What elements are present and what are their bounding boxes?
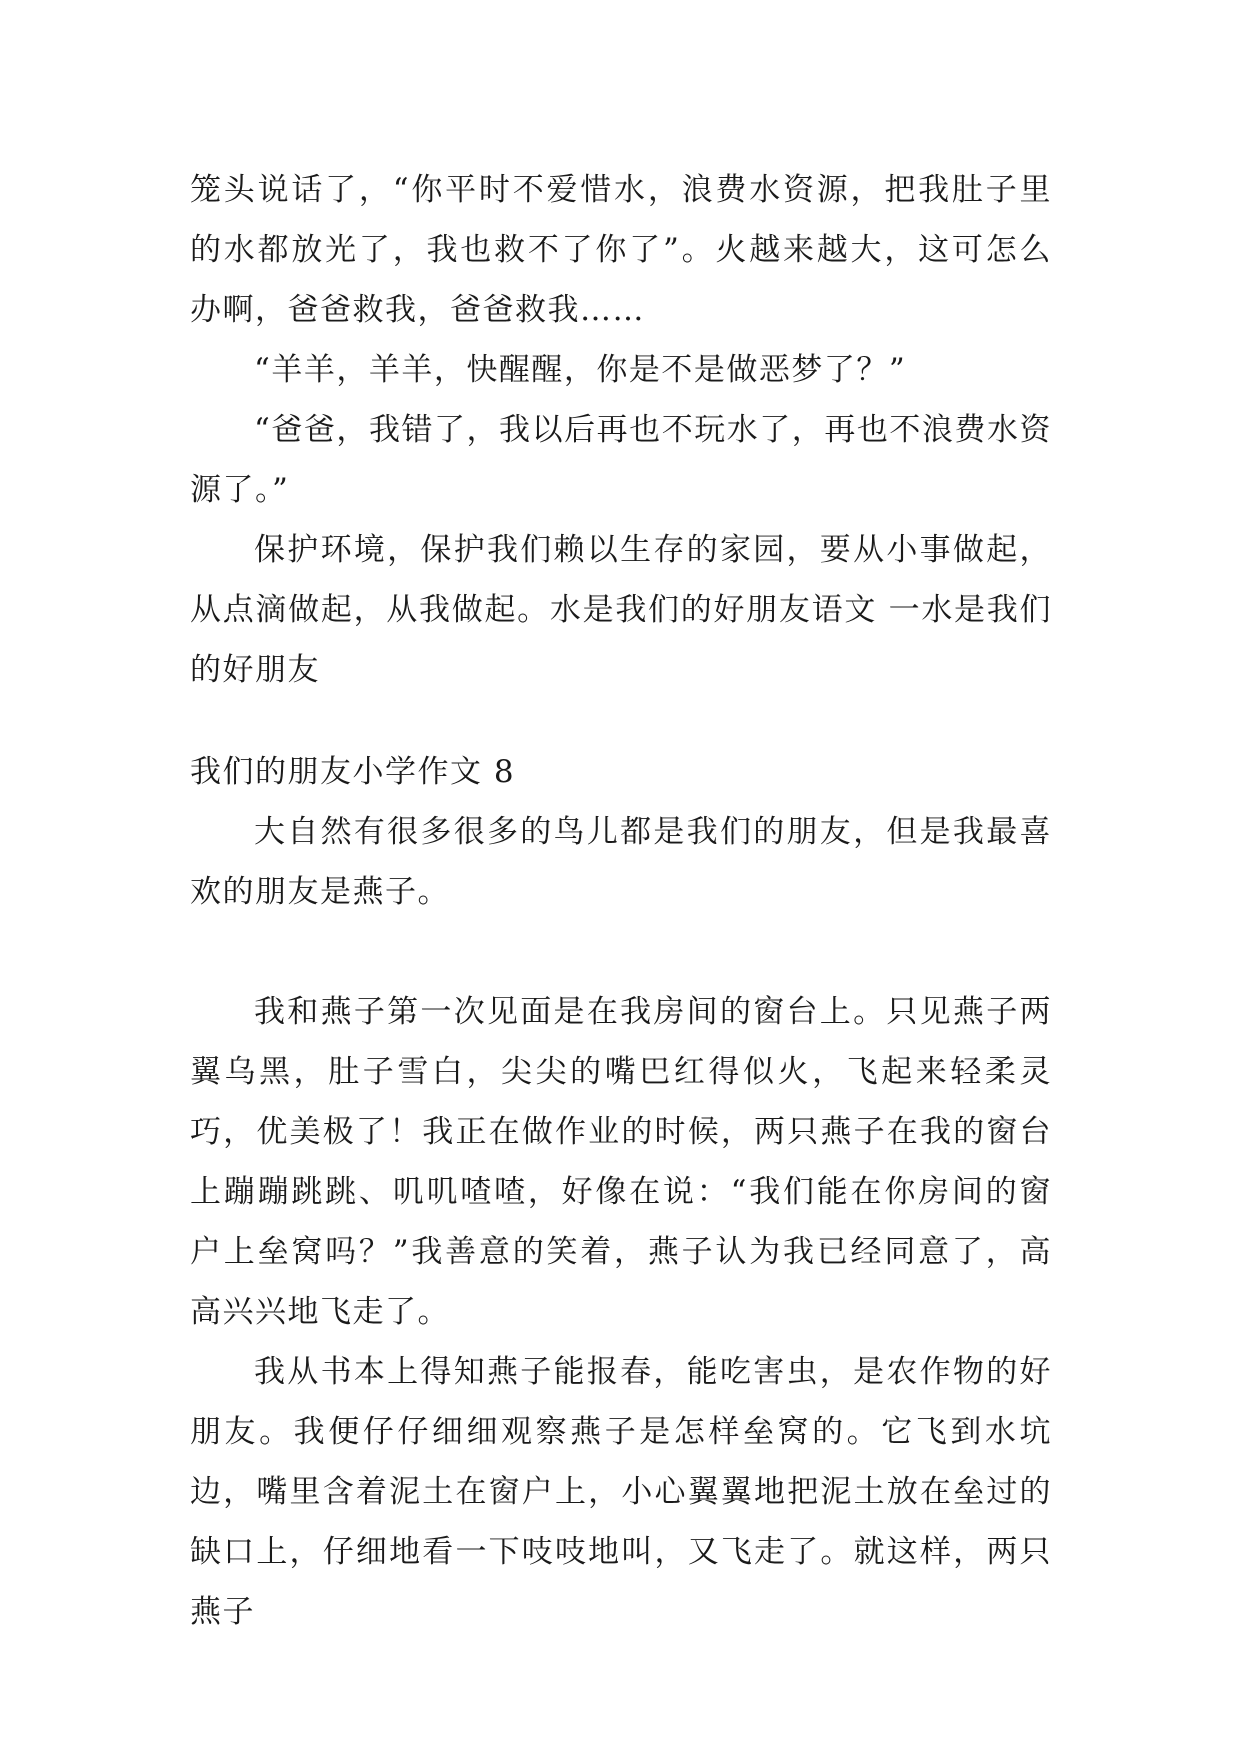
paragraph-protect-environment: 保护环境，保护我们赖以生存的家园，要从小事做起，从点滴做起，从我做起。水是我们的好朋友语文 一水是我们的好朋友 [190,532,1052,688]
section-spacer [190,700,1052,742]
paragraph-faucet-dream: 笼头说话了，“你平时不爱惜水，浪费水资源，把我肚子里的水都放光了，我也救不了你了”。火越来越大，这可怎么办啊，爸爸救我，爸爸救我…… [190,172,1052,328]
paragraph-wake-up: “羊羊，羊羊，快醒醒，你是不是做恶梦了？” [254,352,907,388]
paragraph-first-meeting: 我和燕子第一次见面是在我房间的窗台上。只见燕子两翼乌黑，肚子雪白，尖尖的嘴巴红得似火，飞起来轻柔灵巧，优美极了！我正在做作业的时候，两只燕子在我的窗台上蹦蹦跳跳、叽叽喳喳，好像在说：“我们能在你房间的窗户上垒窝吗？”我善意的笑着，燕子认为我已经同意了，高高兴兴地飞走了。 [190,994,1052,1330]
section-heading: 我们的朋友小学作文 8 [190,754,516,790]
paragraph-spacer [190,922,1052,982]
document-body [190,160,1052,1642]
paragraph-apology: “爸爸，我错了，我以后再也不玩水了，再也不浪费水资源了。” [190,412,1052,508]
paragraph-birds-friends: 大自然有很多很多的鸟儿都是我们的朋友，但是我最喜欢的朋友是燕子。 [190,814,1052,910]
paragraph-observe-nest: 我从书本上得知燕子能报春，能吃害虫，是农作物的好朋友。我便仔仔细细观察燕子是怎样垒窝的。它飞到水坑边，嘴里含着泥土在窗户上，小心翼翼地把泥土放在垒过的缺口上，仔细地看一下吱吱地叫，又飞走了。就这样，两只燕子 [190,1354,1052,1630]
